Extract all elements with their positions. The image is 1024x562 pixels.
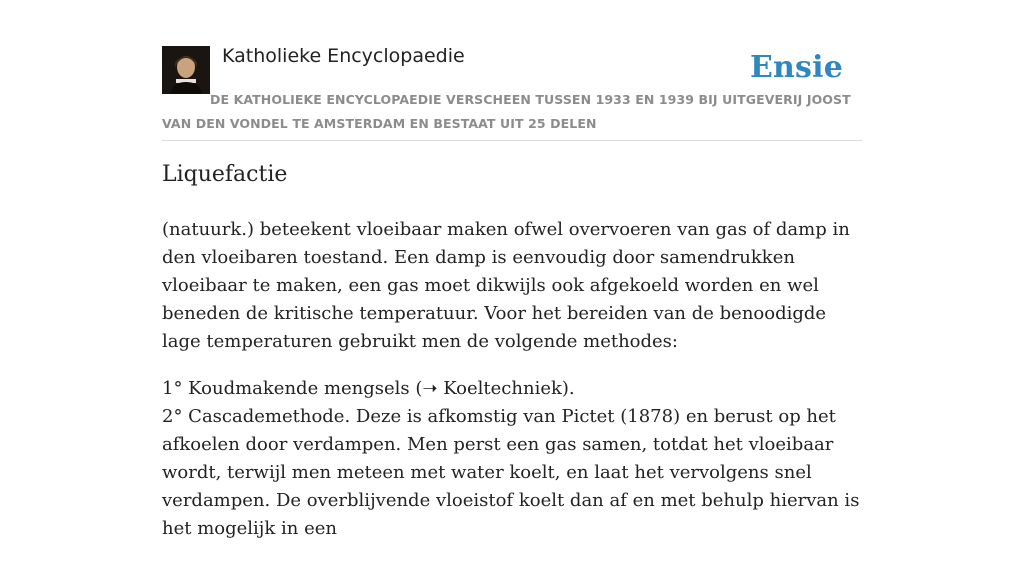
list-item: 2° Cascademethode. Deze is afkomstig van Pictet (1878) en berust op het afkoelen door verdampen. Men perst een gas samen, totdat het vloeibaar wordt, terwijl men meteen met water koelt, en laat het vervolgens snel verdampen. De overblijvende vloeistof koelt dan af en met behulp hiervan is het mogelijk in een	[162, 406, 860, 539]
list-item: 1° Koudmakende mengsels (➝ Koeltechniek).	[162, 378, 575, 399]
avatar[interactable]	[162, 46, 210, 94]
article-title: Liquefactie	[162, 162, 288, 187]
article-paragraph: (natuurk.) beteekent vloeibaar maken ofwel overvoeren van gas of damp in den vloeibaren toestand. Een damp is eenvoudig door samendrukken vloeibaar te maken, een gas moet dikwijls ook afgekoeld worden en wel beneden de kritische temperatuur. Voor het bereiden van de benoodigde lage temperaturen gebruikt men de volgende methodes:	[162, 219, 850, 352]
article-list	[162, 375, 862, 543]
brand-logo[interactable]: Ensie	[749, 50, 843, 85]
site-title[interactable]: Katholieke Encyclopaedie	[222, 45, 465, 67]
page	[162, 0, 862, 539]
portrait-avatar-icon	[162, 46, 210, 94]
article-body	[162, 216, 862, 562]
site-header	[162, 0, 862, 141]
site-description: DE KATHOLIEKE ENCYCLOPAEDIE VERSCHEEN TUSSEN 1933 EN 1939 BIJ UITGEVERIJ JOOST VAN DEN VONDEL TE AMSTERDAM EN BESTAAT UIT 25 DELEN	[162, 92, 851, 131]
